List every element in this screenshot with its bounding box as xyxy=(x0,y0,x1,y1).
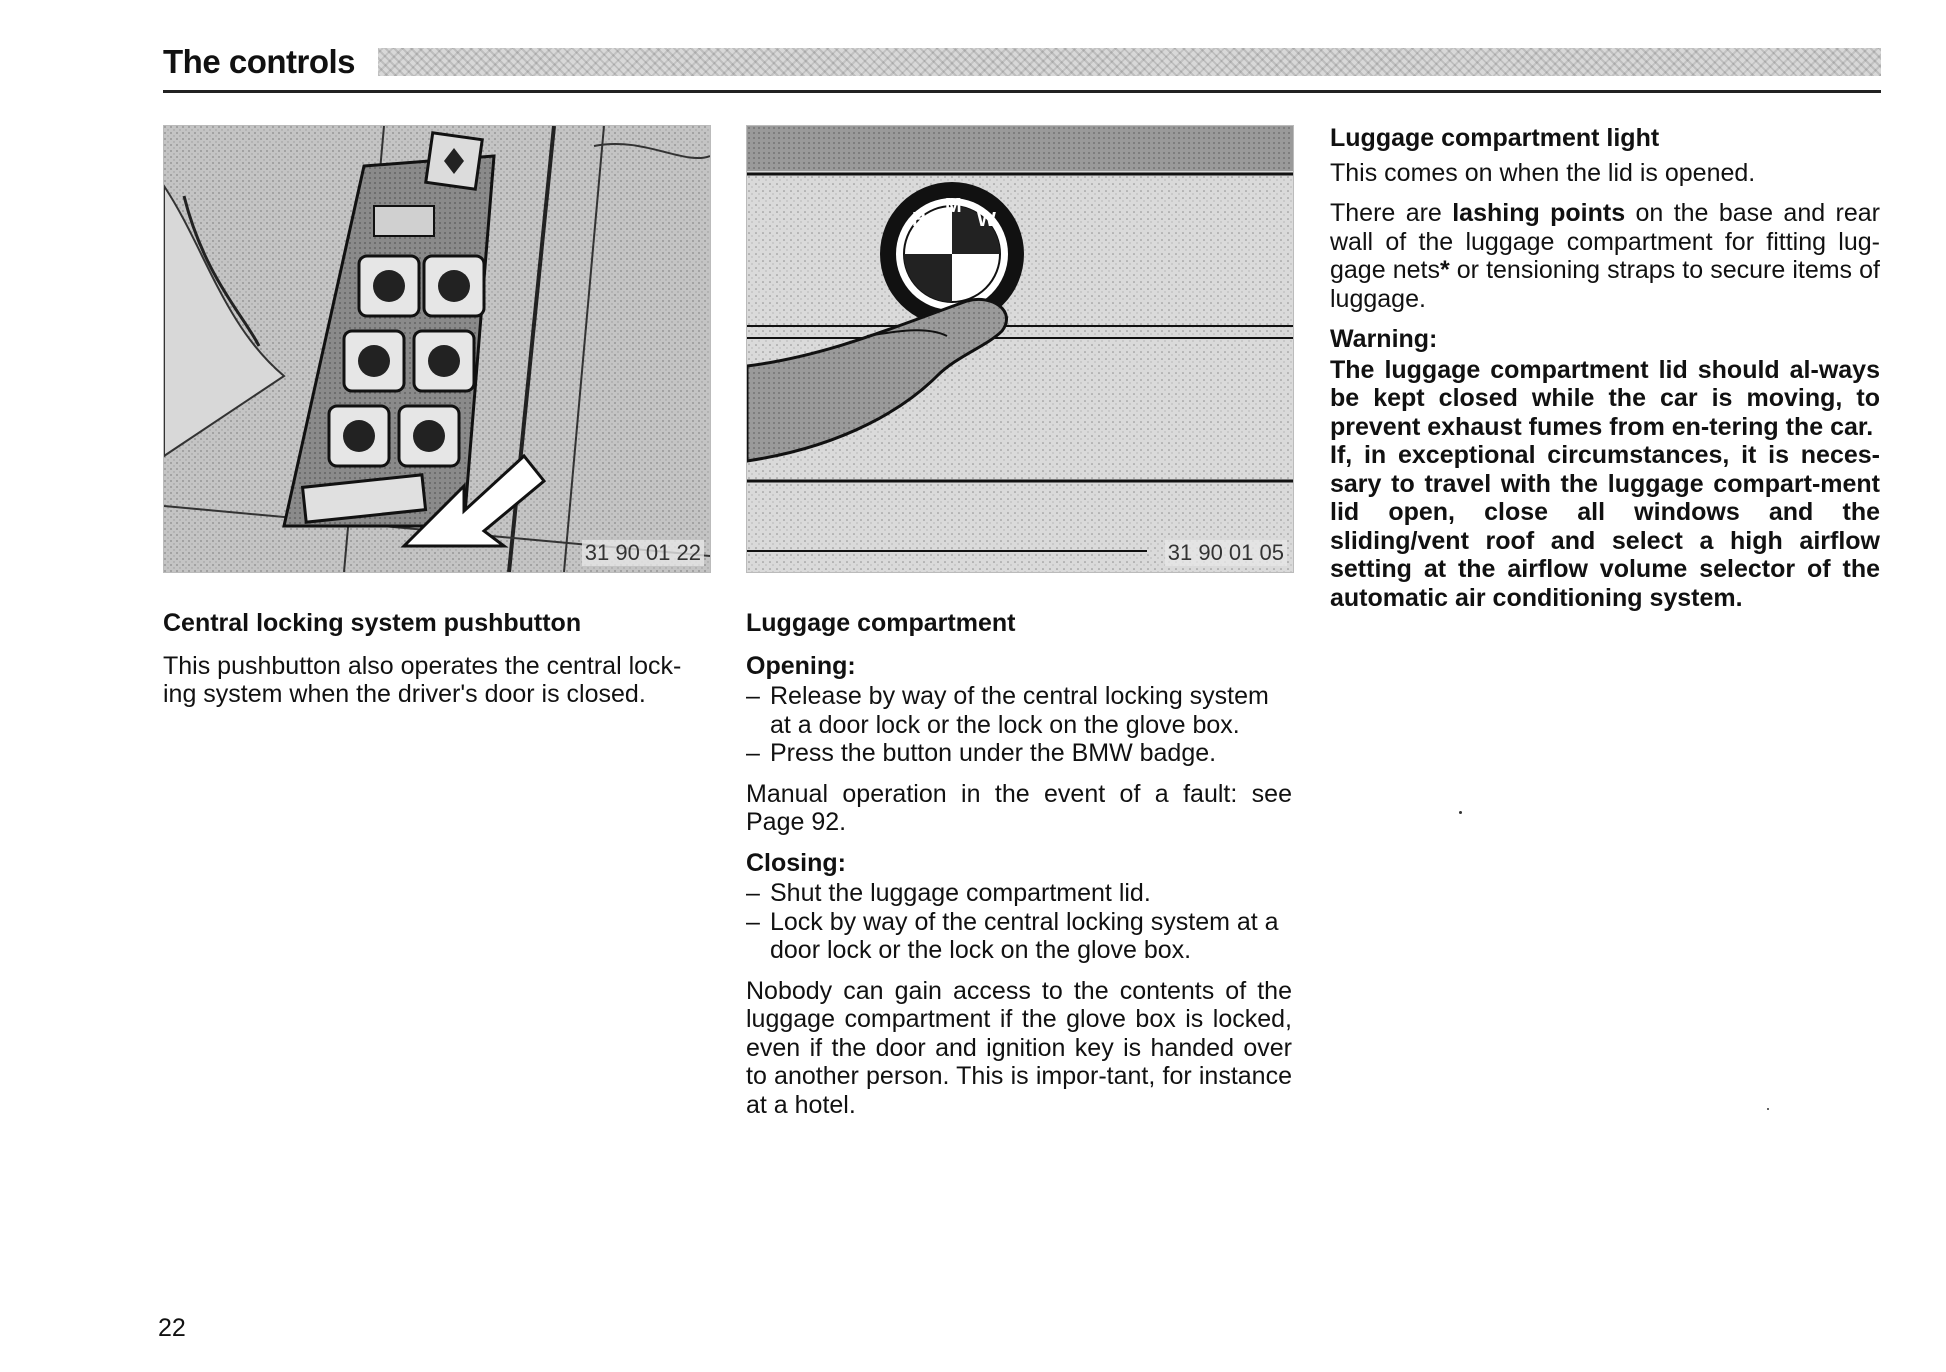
badge-letter-b: B xyxy=(912,209,927,231)
middle-column xyxy=(746,609,1292,1131)
lashing-post: on the base and rear wall of the luggage compartment for fitting lug-gage nets xyxy=(1330,199,1880,284)
stray-dot xyxy=(1767,1108,1769,1110)
access-text: Nobody can gain access to the contents of the luggage compartment if the glove box is locked, even if the door and ignition key is handed over to another person. This is impor-tant, for instance at a hotel. xyxy=(746,976,1292,1119)
luggage-light-title: Luggage compartment light xyxy=(1330,124,1660,152)
list-item: – Lock by way of the central locking system at a door lock or the lock on the glove box. xyxy=(746,908,1292,965)
warning-title: Warning: xyxy=(1330,325,1438,353)
figure-number: 31 90 01 05 xyxy=(1165,540,1287,566)
manual-operation-text: Manual operation in the event of a fault: see Page 92. xyxy=(746,779,1292,836)
central-locking-body: This pushbutton also operates the central lock-ing system when the driver's door is closed. xyxy=(163,651,682,708)
badge-letter-w: W xyxy=(977,209,996,231)
warning-p1-post: should al-ways be kept closed while the car is moving, to prevent exhaust fumes from en-tering the car. xyxy=(1330,355,1880,441)
closing-list xyxy=(746,879,1292,965)
badge-letter-m: M xyxy=(945,195,962,217)
opening-list xyxy=(746,682,1292,768)
closing-title: Closing: xyxy=(746,848,846,877)
list-item: – Press the button under the BMW badge. xyxy=(746,739,1292,768)
door-switch-illustration xyxy=(164,126,710,572)
warning-p1-bold: luggage compartment lid xyxy=(1384,355,1688,384)
central-locking-title: Central locking system pushbutton xyxy=(163,609,582,637)
page-title: The controls xyxy=(163,42,369,82)
lashing-bold: lashing points xyxy=(1452,199,1626,227)
page-header xyxy=(163,42,1881,93)
luggage-light-text: This comes on when the lid is opened. xyxy=(1330,158,1756,187)
right-column xyxy=(1330,124,1880,624)
luggage-lid-illustration xyxy=(747,126,1293,572)
figure-luggage-lid-badge xyxy=(746,125,1294,573)
figure-door-switch-panel xyxy=(163,125,711,573)
list-item: – Release by way of the central locking system at a door lock or the lock on the glove box. xyxy=(746,682,1292,739)
stray-dot xyxy=(1459,811,1462,814)
list-item: – Shut the luggage compartment lid. xyxy=(746,879,1292,908)
luggage-compartment-title: Luggage compartment xyxy=(746,609,1016,637)
warning-p1-pre: The xyxy=(1330,355,1385,384)
warning-text-2: If, in exceptional circumstances, it is neces-sary to travel with the luggage compart-ment lid open, close all windows and the sliding/vent roof and select a high airflow setting at the airflow volume selector of the automatic air conditioning system. xyxy=(1330,441,1880,612)
lashing-points-text xyxy=(1330,199,1880,313)
figure-number: 31 90 01 22 xyxy=(582,540,704,566)
lashing-pre: There are xyxy=(1330,199,1453,227)
opening-title: Opening: xyxy=(746,651,856,680)
left-column xyxy=(163,609,709,721)
header-pattern-band xyxy=(378,48,1881,76)
lashing-end: or tensioning straps to secure items of luggage. xyxy=(1330,256,1880,313)
warning-text-1 xyxy=(1330,356,1880,442)
page-number: 22 xyxy=(158,1314,186,1342)
footnote-star: * xyxy=(1439,256,1450,284)
